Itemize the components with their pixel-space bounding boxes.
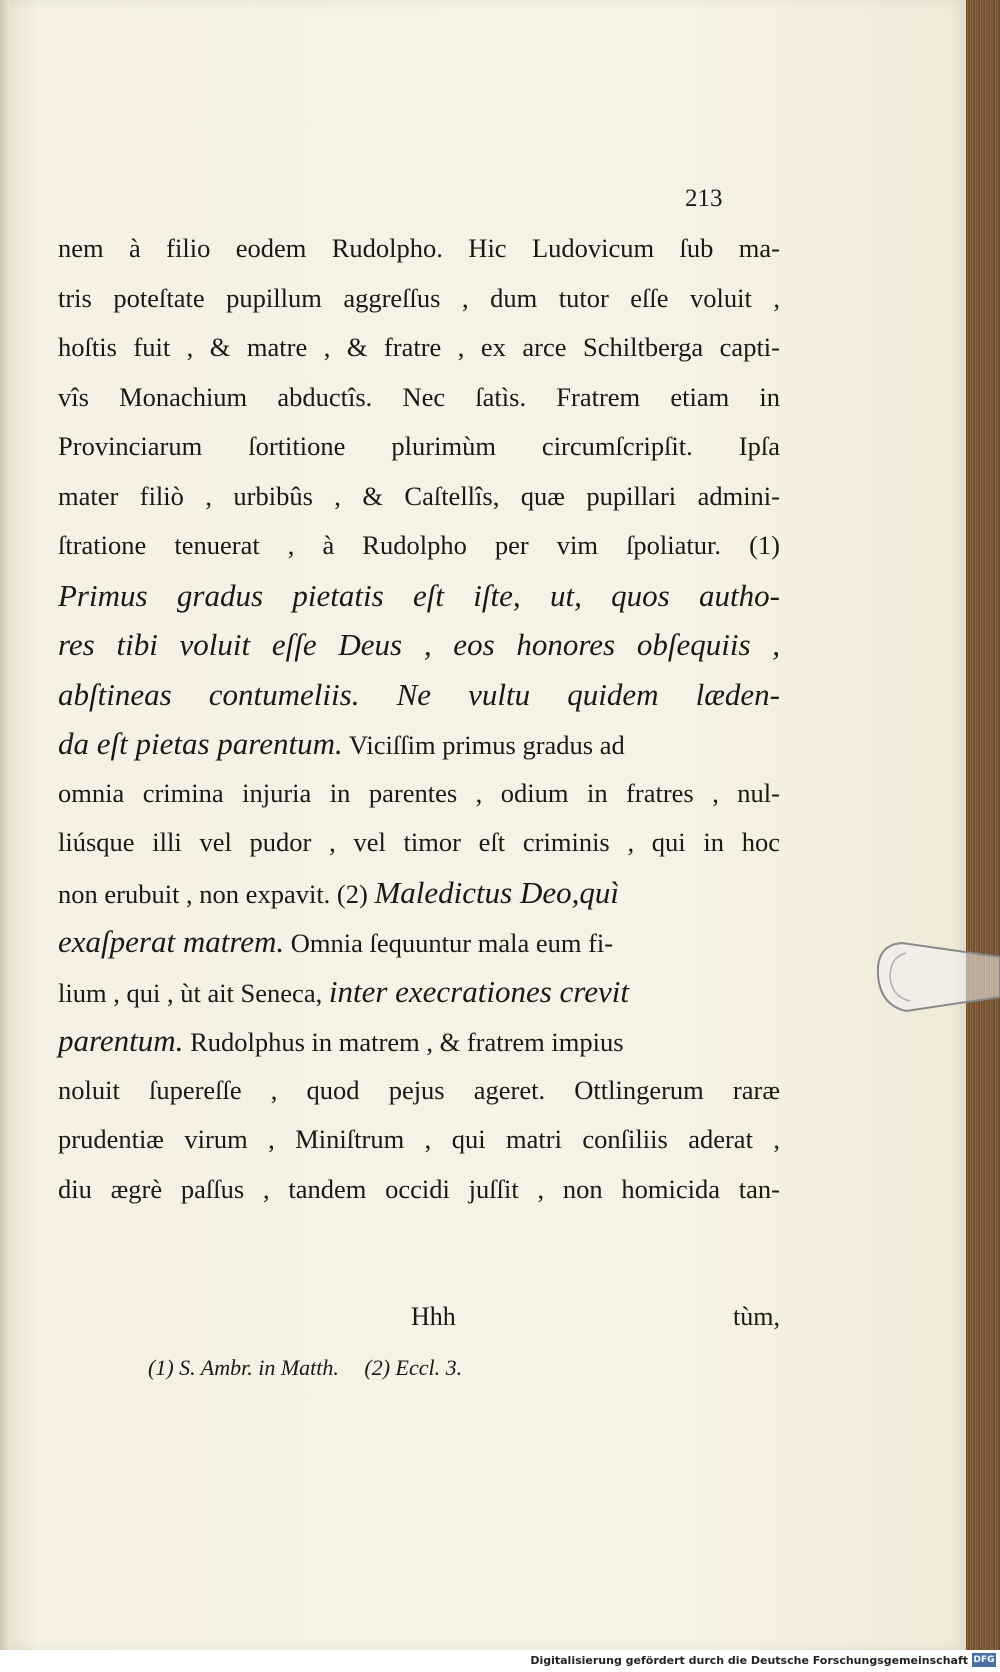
catchword: tùm, <box>733 1302 780 1331</box>
italic-quote-line: res tibi voluit eſſe Deus , eos honores obſequiis , <box>58 627 780 662</box>
text-line: ſtratione tenuerat , à Rudolpho per vim ſpoliatur. (1) <box>58 530 780 560</box>
plain-text: lium , qui , ùt ait Seneca, <box>58 977 329 1008</box>
dfg-logo: DFG <box>973 1655 995 1665</box>
text-line: omnia crimina injuria in parentes , odium in fratres , nul- <box>58 777 780 808</box>
text-line: mater filiò , urbibûs , & Caſtellîs, quæ pupillari admini- <box>58 480 780 511</box>
italic-quote: inter execrationes crevit <box>328 973 629 1009</box>
text-line: liúsque illi vel pudor , vel timor eſt criminis , qui in hoc <box>58 827 780 857</box>
italic-quote: Maledictus Deo,quì <box>374 874 619 910</box>
page-number: 213 <box>685 185 723 212</box>
footnote: (2) Eccl. 3. <box>364 1355 463 1380</box>
text-line <box>58 868 780 918</box>
italic-quote: da eſt pietas parentum. <box>58 726 343 761</box>
text-line <box>58 719 780 769</box>
text-line: vîs Monachium abductîs. Nec ſatìs. Fratrem etiam in <box>58 381 780 412</box>
bookmark-clip <box>872 935 1000 1021</box>
text-line <box>58 967 780 1017</box>
text-line: noluit ſupereſſe , quod pejus ageret. Ottlingerum raræ <box>58 1074 780 1105</box>
text-line <box>58 1016 780 1066</box>
italic-quote: parentum. <box>58 1023 184 1058</box>
footnotes <box>148 1355 482 1381</box>
text-line: diu ægrè paſſus , tandem occidi juſſit , non homicida tan- <box>58 1173 780 1204</box>
footnote: (1) S. Ambr. in Matth. <box>148 1355 339 1380</box>
footer-bar <box>0 1650 1000 1672</box>
plain-text: non erubuit , non expavit. (2) <box>58 878 375 909</box>
body-text <box>58 224 780 1214</box>
plain-text: Rudolphus in matrem , & fratrem impius <box>183 1027 624 1057</box>
footer-credit: Digitalisierung gefördert durch die Deutsche Forschungsgemeinschaft <box>530 1654 968 1667</box>
text-line: Provinciarum ſortitione plurimùm circumſcripſit. Ipſa <box>58 431 780 461</box>
italic-quote-line: Primus gradus pietatis eſt iſte, ut, quos autho- <box>58 577 780 613</box>
plain-text: Viciſſim primus gradus ad <box>342 730 625 760</box>
catchword-row <box>58 1302 780 1342</box>
text-line: prudentiæ virum , Miniſtrum , qui matri conſiliis aderat , <box>58 1124 780 1154</box>
text-line: nem à filio eodem Rudolpho. Hic Ludovicum ſub ma- <box>58 233 780 263</box>
italic-quote: exaſperat matrem. <box>58 924 285 959</box>
signature-mark: Hhh <box>411 1302 456 1331</box>
page-gutter <box>0 0 10 1650</box>
italic-quote-line: abſtineas contumeliis. Ne vultu quidem læden- <box>58 676 780 712</box>
text-line: hoſtis fuit , & matre , & fratre , ex arce Schiltberga capti- <box>58 332 780 362</box>
text-line <box>58 917 780 967</box>
plain-text: Omnia ſequuntur mala eum fi- <box>284 928 614 958</box>
page-edges <box>966 0 1000 1650</box>
text-line: tris poteſtate pupillum aggreſſus , dum tutor eſſe voluit , <box>58 282 780 313</box>
